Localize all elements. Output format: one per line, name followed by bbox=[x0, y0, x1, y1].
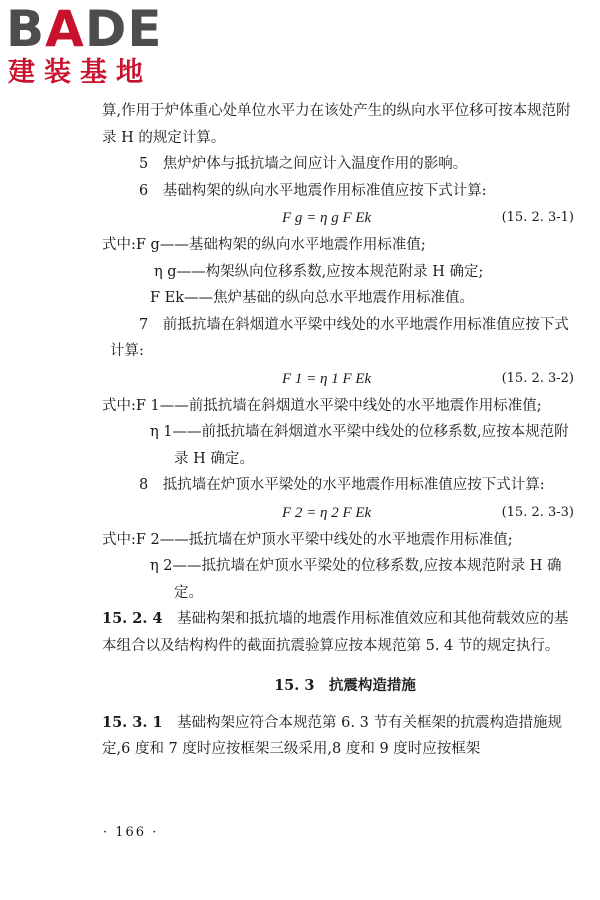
equation-formula: F g = η g F Ek bbox=[282, 210, 372, 226]
definition-eta-2: η 2——抵抗墙在炉顶水平梁处的位移系数,应按本规范附录 H 确定。 bbox=[150, 558, 562, 601]
brand-letters: DE bbox=[84, 0, 163, 58]
equation-number: (15. 2. 3-2) bbox=[501, 370, 574, 386]
item-7: 7 前抵抗墙在斜烟道水平梁中线处的水平地震作用标准值应按下式计算: bbox=[110, 316, 569, 359]
page-number: · 166 · bbox=[103, 825, 159, 840]
brand-chinese: 建装基地 bbox=[8, 57, 152, 88]
clause-number: 15. 3. 1 bbox=[102, 713, 163, 731]
watermark-logo bbox=[6, 0, 196, 94]
equation-15-2-3-1 bbox=[110, 204, 580, 232]
clause-15-2-4 bbox=[102, 606, 580, 659]
definition-fg: 式中:F g——基础构架的纵向水平地震作用标准值; bbox=[102, 237, 426, 253]
definition-f2: 式中:F 2——抵抗墙在炉顶水平梁中线处的水平地震作用标准值; bbox=[102, 531, 513, 548]
definition-fek: F Ek——焦炉基础的纵向总水平地震作用标准值。 bbox=[150, 290, 475, 306]
brand-wordmark bbox=[6, 0, 163, 58]
clause-15-3-1 bbox=[102, 710, 580, 763]
item-5: 5 焦炉炉体与抵抗墙之间应计入温度作用的影响。 bbox=[139, 156, 468, 172]
item-8: 8 抵抗墙在炉顶水平梁处的水平地震作用标准值应按下式计算: bbox=[139, 477, 545, 493]
definition-eta-1: η 1——前抵抗墙在斜烟道水平梁中线处的位移系数,应按本规范附录 H 确定。 bbox=[150, 424, 569, 467]
brand-letter-accent: A bbox=[45, 0, 85, 58]
definition-f1: 式中:F 1——前抵抗墙在斜烟道水平梁中线处的水平地震作用标准值; bbox=[102, 397, 542, 414]
equation-formula: F 1 = η 1 F Ek bbox=[282, 370, 372, 387]
clause-number: 15. 2. 4 bbox=[102, 610, 163, 627]
equation-number: (15. 2. 3-3) bbox=[501, 504, 574, 520]
clause-text: 基础构架应符合本规范第 6. 3 节有关框架的抗震构造措施规定,6 度和 7 度时应按框架三级采用,8 度和 9 度时应按框架 bbox=[102, 714, 562, 757]
definition-eta-g: η g——构架纵向位移系数,应按本规范附录 H 确定; bbox=[154, 263, 484, 280]
page-body bbox=[102, 98, 580, 763]
equation-15-2-3-2 bbox=[110, 365, 580, 393]
brand-letter: B bbox=[6, 0, 46, 58]
equation-15-2-3-3 bbox=[110, 499, 580, 527]
paragraph-continuation: 算,作用于炉体重心处单位水平力在该处产生的纵向水平位移可按本规范附录 H 的规定计算。 bbox=[102, 103, 571, 146]
equation-number: (15. 2. 3-1) bbox=[501, 210, 574, 225]
section-heading-15-3: 15. 3 抗震构造措施 bbox=[274, 677, 416, 694]
equation-formula: F 2 = η 2 F Ek bbox=[282, 504, 372, 521]
clause-text: 基础构架和抵抗墙的地震作用标准值效应和其他荷载效应的基本组合以及结构构件的截面抗震验算应按本规范第 5. 4 节的规定执行。 bbox=[102, 611, 569, 654]
item-6: 6 基础构架的纵向水平地震作用标准值应按下式计算: bbox=[139, 182, 487, 199]
